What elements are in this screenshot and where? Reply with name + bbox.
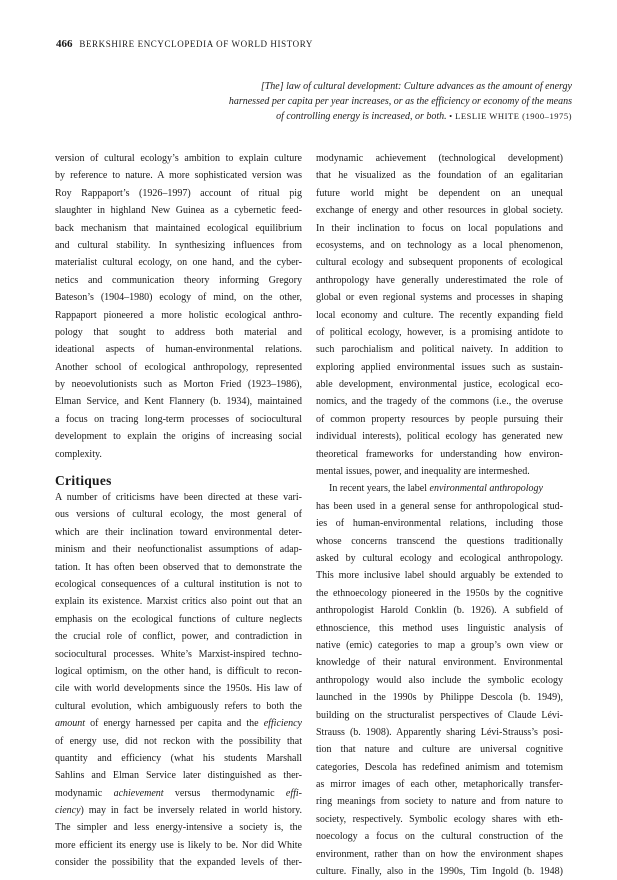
section-heading: Critiques [55, 473, 112, 489]
text-line: In their inclination to focus on local populations and [316, 222, 563, 234]
text-line: Bateson’s (1904–1980) ecology of mind, on the other, [55, 292, 302, 304]
text-line: native (emic) categories to map a group’s own view or [316, 639, 563, 651]
text-line: individual interests), political ecology has generated new [316, 431, 563, 443]
text-line: logical optimism, on the other hand, is difficult to recon- [55, 665, 302, 677]
text-line: categories, Descola has redefined animism and totemism [316, 761, 563, 773]
text-line-mixed [55, 715, 302, 732]
text-line: able development, environmental justice, ecological eco- [316, 379, 563, 391]
text-line: version of cultural ecology’s ambition to explain culture [55, 153, 302, 164]
text-line: ecosystems, and on technology as a local phenomenon, [316, 239, 563, 251]
text-line: of common property resources by people pursuing their [316, 413, 563, 425]
text-line: ideational aspects of human-environmental relations. [55, 344, 302, 356]
paragraph [55, 150, 302, 463]
text-line: by reference to nature. A more sophisticated version was [55, 170, 302, 182]
paragraph [55, 489, 302, 872]
epigraph [150, 79, 572, 124]
text-line: minism and their neofunctionalist assumptions of adap- [55, 544, 302, 556]
text-line: ous versions of cultural ecology, the most general of [55, 509, 302, 521]
text-fragment: of energy harnessed per capita and the [85, 718, 264, 730]
text-line: building on the structuralist perspectives of Claude Lévi- [316, 709, 563, 721]
text-line: back mechanism that maintained ecological equilibrium [55, 222, 302, 234]
italic-term: achievement [113, 787, 164, 799]
text-line: the crucial role of conflict, power, and contradiction in [55, 631, 302, 643]
text-fragment: modynamic [55, 787, 114, 799]
italic-term: effi- [285, 787, 302, 799]
text-line: quantity and efficiency (what his students Marshall [55, 752, 302, 764]
text-line: anthropologist Harold Conklin (b. 1926). A subfield of [316, 605, 563, 617]
text-line: exploring applied environmental issues such as sustain- [316, 361, 563, 373]
text-line: and cultural stability. In synthesizing influences from [55, 239, 302, 251]
page-number: 466 [56, 38, 73, 50]
text-line: asked by cultural ecology and ecological anthropology. [316, 552, 563, 564]
text-line: emphasis on the ecological functions of culture neglects [55, 613, 302, 625]
text-line: by neoevolutionists such as Morton Fried (1923–1986), [55, 379, 302, 391]
text-line: tion that nature and culture are universal cognitive [316, 744, 563, 756]
text-line: nomics, and the tragedy of the commons (i.e., the overuse [316, 396, 563, 408]
text-line: cultural ecology and subsequent proponents of ecological [316, 257, 563, 269]
text-line: of political ecology, however, is a promising antidote to [316, 326, 563, 338]
text-line: global or even regional systems and processes in shaping [316, 292, 563, 304]
text-line: Roy Rappaport’s (1926–1997) account of ritual pig [55, 187, 302, 199]
paragraph [316, 150, 563, 480]
text-line: ecological consequences of a cultural institution is not to [55, 578, 302, 590]
text-line: theoretical frameworks for understanding how environ- [316, 448, 563, 460]
text-line: of energy use, did not reckon with the possibility that [55, 735, 302, 747]
text-line: consider the possibility that the expanded levels of ther- [55, 857, 302, 869]
text-line: exchange of energy and other resources in global society. [316, 205, 563, 217]
italic-term: efficiency [263, 718, 302, 730]
text-line: whose concerns transcend the questions traditionally [316, 535, 563, 547]
epigraph-line-last [150, 109, 572, 124]
text-fragment: ) may in fact be inversely related in world history. [80, 805, 302, 817]
text-line: culture. Finally, also in the 1990s, Tim Ingold (b. 1948) [316, 866, 563, 878]
text-line: the ethnoecology pioneered in the 1950s by the cognitive [316, 587, 563, 599]
paragraph [316, 480, 563, 880]
text-line: such parochialism and political naivety. In addition to [316, 344, 563, 356]
text-line: anthropology would also include the symbolic ecology [316, 674, 563, 686]
epigraph-line: [The] law of cultural development: Culture advances as the amount of energy [260, 81, 572, 92]
epigraph-text: of controlling energy is increased, or both. [276, 111, 447, 122]
text-line: cile with world developments since the 1950s. His law of [55, 683, 302, 695]
text-line: knowledge of their natural environment. Environmental [316, 657, 563, 669]
text-line: local economy and culture. The recently expanding field [316, 309, 563, 321]
text-line: Another school of ecological anthropology, represented [55, 361, 302, 373]
text-line: that he visualized as the foundation of an egalitarian [316, 170, 563, 182]
text-line: development to explain the origins of increasing social [55, 431, 302, 443]
text-line: ies of human-environmental relations, including those [316, 518, 563, 530]
text-line-mixed [316, 480, 563, 497]
text-line: materialist cultural ecology, on one hand, and the cyber- [55, 257, 302, 269]
text-line: Strauss (b. 1908). Apparently sharing Lévi-Strauss’s posi- [316, 726, 563, 738]
epigraph-line: harnessed per capita per year increases, or as the efficiency or economy of the means [228, 96, 572, 107]
text-line: Rappaport pioneered a more holistic ecological anthro- [55, 309, 302, 321]
right-column [316, 150, 563, 880]
text-line: noecology a focus on the cultural construction of the [316, 831, 563, 843]
text-fragment: In recent years, the label [329, 483, 430, 495]
text-line: netics and communication theory informing Gregory [55, 274, 302, 286]
text-line-mixed [55, 802, 302, 819]
text-line: has been used in a general sense for anthropological stud- [316, 500, 563, 512]
text-line: sociocultural processes. White’s Marxist-inspired techno- [55, 648, 302, 660]
text-line: complexity. [55, 448, 102, 460]
text-line: modynamic achievement (technological development) [316, 153, 563, 164]
epigraph-attribution: LESLIE WHITE (1900–1975) [455, 111, 572, 121]
attribution-bullet: • [449, 111, 453, 121]
text-line: tation. It has often been observed that to demonstrate the [55, 561, 302, 573]
italic-term: amount [55, 718, 85, 730]
text-line: A number of criticisms have been directed at these vari- [55, 492, 302, 504]
italic-term: environmental anthropology [429, 483, 543, 495]
text-line: cultural evolution, which ambiguously refers to both the [55, 700, 302, 712]
text-line: launched in the 1990s by Philippe Descola (b. 1949), [316, 692, 563, 704]
text-line: which are their inclination toward environmental deter- [55, 526, 302, 538]
text-line: anthropology have generally underestimated the role of [316, 274, 563, 286]
text-line: ethnoscience, this method uses linguistic analysis of [316, 622, 563, 634]
text-line: ring meanings from society to nature and from nature to [316, 796, 563, 808]
text-line: more efficient its energy use is likely to be. Nor did White [55, 839, 302, 851]
text-line: explain its existence. Marxist critics also point out that an [55, 596, 302, 608]
text-line: Elman Service, and Kent Flannery (b. 1934), maintained [55, 396, 302, 408]
text-line: This more inclusive label should arguably be extended to [316, 570, 563, 582]
text-line: pology that sought to address both material and [55, 326, 302, 338]
text-line: future world might be dependent on an unequal [316, 187, 563, 199]
running-title: BERKSHIRE ENCYCLOPEDIA OF WORLD HISTORY [79, 39, 313, 49]
text-line: environment, rather than on how the environment shapes [316, 848, 563, 860]
italic-term: ciency [55, 805, 81, 817]
text-line: mental issues, power, and inequality are intermeshed. [316, 466, 530, 478]
text-fragment: versus thermodynamic [163, 787, 286, 799]
left-column [55, 150, 302, 872]
running-header [56, 38, 576, 50]
text-line: Sahlins and Elman Service later distinguished as ther- [55, 770, 302, 782]
text-line: as mirror images of each other, metaphorically transfer- [316, 779, 563, 791]
text-line: The simpler and less energy-intensive a society is, the [55, 822, 302, 834]
text-line: slaughter in highland New Guinea as a cybernetic feed- [55, 205, 302, 217]
text-line-mixed [55, 785, 302, 802]
text-line: a focus on tracing long-term processes of sociocultural [55, 413, 302, 425]
text-line: society, respectively. Symbolic ecology shares with eth- [316, 813, 563, 825]
